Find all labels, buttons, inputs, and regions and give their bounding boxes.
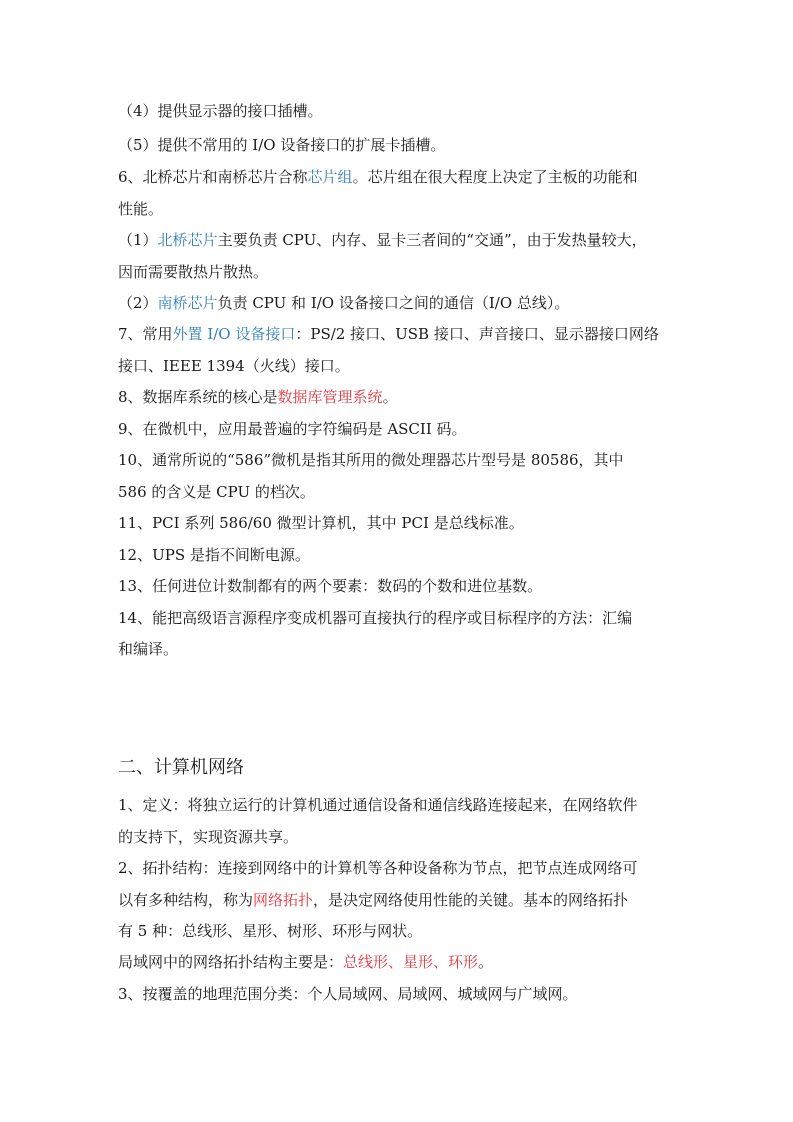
item-7-line2: 接口、IEEE 1394（火线）接口。 [118,357,350,375]
network-2-line1: 2、拓扑结构：连接到网络中的计算机等各种设备称为节点，把节点连成网络可 [118,859,638,877]
item-6-2-prefix: （2） [118,294,158,312]
northbridge-highlight: 北桥芯片 [157,231,218,249]
southbridge-highlight: 南桥芯片 [157,294,218,312]
lan-prefix: 局域网中的网络拓扑结构主要是： [118,953,344,971]
item-8 [118,387,698,407]
network-1-line1: 1、定义：将独立运行的计算机通过通信设备和通信线路连接起来，在网络软件 [118,796,638,814]
item-6-line1 [118,167,698,187]
item-13: 13、任何进位计数制都有的两个要素：数码的个数和进位基数。 [118,577,543,595]
item-6-line2: 性能。 [118,200,164,218]
item-6-2-suffix: 负责 CPU 和 I/O 设备接口之间的通信（I/O 总线）。 [217,294,570,312]
network-2-prefix: 以有多种结构，称为 [118,891,254,909]
item-6-1-line1 [118,230,698,250]
item-6-1-line2: 因而需要散热片散热。 [118,263,269,281]
item-6-1-suffix: 主要负责 CPU、内存、显卡三者间的“交通”，由于发热量较大， [217,231,647,249]
item-14-line2: 和编译。 [118,640,179,658]
item-7-suffix: ：PS/2 接口、USB 接口、声音接口、显示器接口网络 [295,325,659,343]
item-10-line2: 586 的含义是 CPU 的档次。 [118,483,315,501]
network-1-line2: 的支持下，实现资源共享。 [118,828,299,846]
io-interface-highlight: 外置 I/O 设备接口 [172,325,296,343]
topology-highlight: 网络拓扑 [253,891,314,909]
item-6-suffix: 。芯片组在很大程度上决定了主板的功能和 [352,168,638,186]
item-10-line1: 10、通常所说的“586”微机是指其所用的微处理器芯片型号是 80586，其中 [118,451,624,469]
item-7-line1 [118,324,698,344]
network-3: 3、按覆盖的地理范围分类：个人局域网、局域网、城域网与广域网。 [118,985,578,1003]
item-9: 9、在微机中，应用最普遍的字符编码是 ASCII 码。 [118,420,467,438]
dbms-highlight: 数据库管理系统 [277,388,383,406]
network-2-suffix: ，是决定网络使用性能的关键。基本的网络拓扑 [313,891,629,909]
item-12: 12、UPS 是指不间断电源。 [118,546,310,564]
item-6-1-prefix: （1） [118,231,158,249]
item-7-prefix: 7、常用 [118,325,173,343]
item-5-expansion-slot: （5）提供不常用的 I/O 设备接口的扩展卡插槽。 [118,136,446,154]
lan-suffix: 。 [478,953,494,971]
item-11: 11、PCI 系列 586/60 微型计算机，其中 PCI 是总线标准。 [118,514,524,532]
network-2-line2 [118,890,698,910]
lan-topology-highlight: 总线形、星形、环形 [343,953,479,971]
item-8-suffix: 。 [382,388,398,406]
network-2-line3: 有 5 种：总线形、星形、树形、环形与网状。 [118,922,423,940]
item-14-line1: 14、能把高级语言源程序变成机器可直接执行的程序或目标程序的方法：汇编 [118,609,633,627]
lan-topology [118,952,698,972]
item-6-2 [118,293,698,313]
item-6-prefix: 6、北桥芯片和南桥芯片合称 [118,168,308,186]
item-8-prefix: 8、数据库系统的核心是 [118,388,278,406]
section-heading-network: 二、计算机网络 [118,757,244,778]
item-4-display-slot: （4）提供显示器的接口插槽。 [118,102,323,120]
chipset-highlight: 芯片组 [307,168,353,186]
